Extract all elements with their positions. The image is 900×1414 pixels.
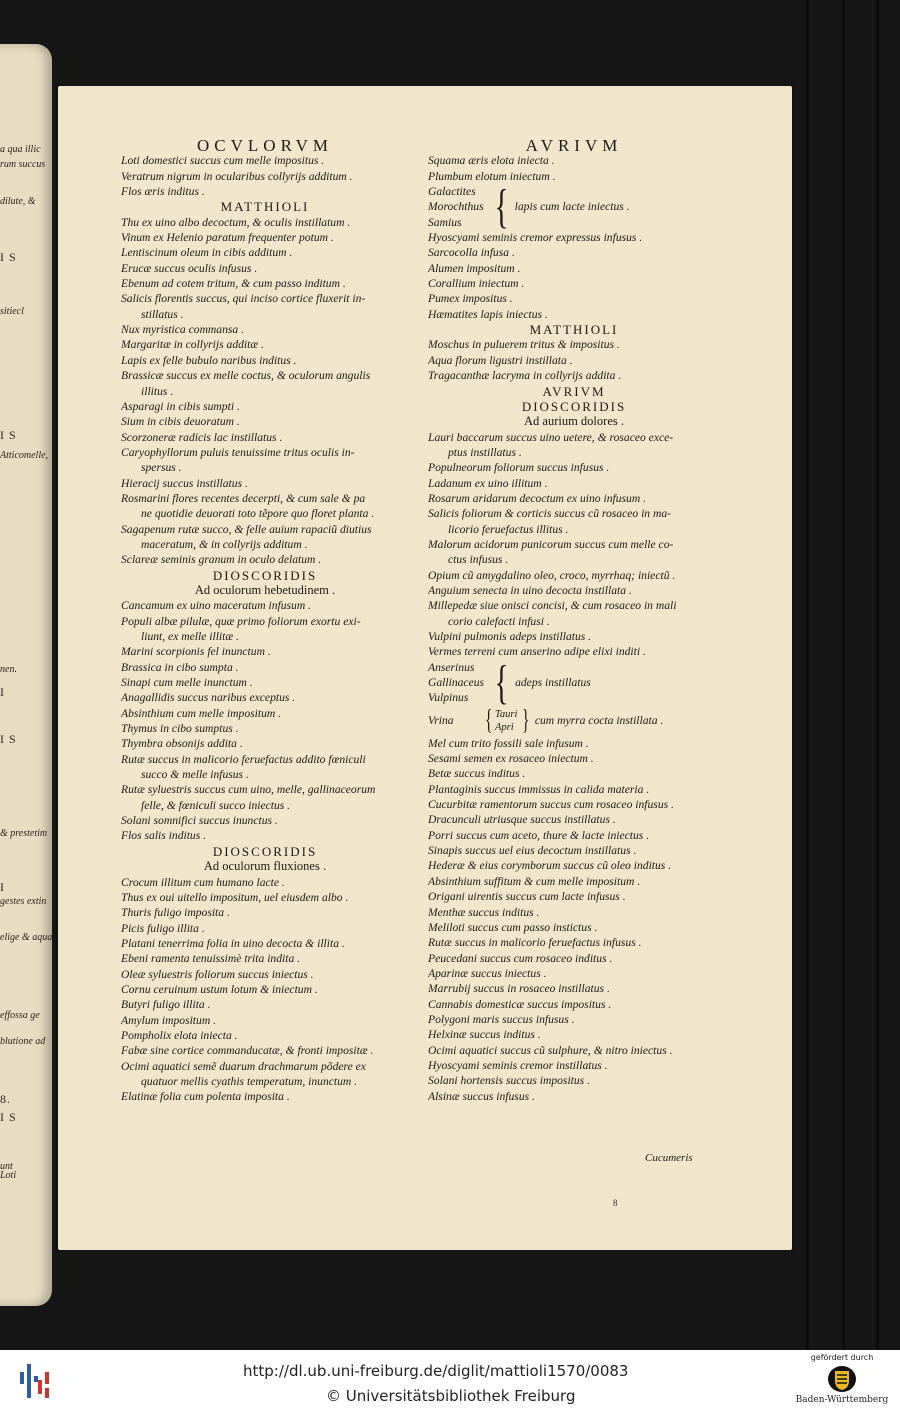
remedy-line: Plumbum elotum iniectum .: [428, 169, 556, 183]
remedy-line: Moschus in puluerem tritus & impositus .: [428, 338, 620, 352]
remedy-line: Menthæ succus inditus .: [428, 905, 540, 919]
remedy-line: Aparinæ succus iniectus .: [428, 966, 547, 980]
left-page-fragment: a qua illic: [0, 144, 41, 155]
viewer-footer: [0, 1350, 900, 1414]
remedy-line: Solani somnifici succus inunctus .: [121, 814, 278, 828]
remedy-line: Cancamum ex uino maceratum infusum .: [121, 599, 311, 613]
book-page: [58, 86, 792, 1250]
remedy-line: Asparagi in cibis sumpti .: [121, 399, 240, 413]
remedy-line: Plantaginis succus immissus in calida materia .: [428, 782, 650, 796]
remedy-line: Amylum impositum .: [121, 1013, 216, 1027]
funder-block: [790, 1353, 894, 1405]
left-page-fragment: I S: [0, 1110, 17, 1124]
remedy-line: Betæ succus inditus .: [428, 767, 526, 781]
remedy-line: Ladanum ex uino illitum .: [428, 476, 548, 490]
left-page-fragment: Loti: [0, 1170, 17, 1181]
left-page-fragment: I S: [0, 732, 17, 746]
remedy-line: Sarcocolla infusa .: [428, 246, 515, 260]
remedy-line: Picis fuligo illita .: [121, 921, 205, 935]
brace-names: [428, 660, 484, 706]
remedy-line: Rosarum aridarum decoctum ex uino infusum .: [428, 491, 647, 505]
remedy-line: Rutæ succus in malicorio feruefactus addito fœniculi: [121, 752, 366, 766]
remedy-line: Lapis ex felle bubulo naribus inditus .: [121, 353, 297, 367]
left-page-fragment: I S: [0, 428, 17, 442]
background-stripe: [842, 0, 845, 1350]
remedy-line: Veratrum nigrum in ocularibus collyrijs additum .: [121, 169, 353, 183]
brace-mark: {: [494, 655, 509, 709]
section-heading: MATTHIOLI: [529, 322, 619, 338]
remedy-line: Margaritæ in collyrijs additæ .: [121, 338, 264, 352]
remedy-line: Rutæ syluestris succus cum uino, melle, gallinaceorum: [121, 783, 376, 797]
section-subheading: Ad oculorum hebetudinem .: [194, 582, 336, 597]
remedy-line: Peucedani succus cum rosaceo inditus .: [428, 951, 613, 965]
brace-name: Vrina: [428, 714, 454, 728]
remedy-line: Lentiscinum oleum in cibis additum .: [121, 246, 293, 260]
remedy-line: Mel cum trito fossili sale infusum .: [428, 736, 589, 750]
remedy-line: Hyoscyami seminis cremor instillatus .: [428, 1058, 608, 1072]
remedy-line: Butyri fuligo illita .: [121, 998, 211, 1012]
funder-name: Baden-Württemberg: [795, 1395, 889, 1405]
background-stripe: [876, 0, 879, 1350]
remedy-line: Cornu ceruinum ustum lotum & iniectum .: [121, 982, 318, 996]
left-page-fragment: I: [0, 685, 5, 699]
remedy-line: Sinapis succus uel eius decoctum instillatus .: [428, 844, 637, 858]
remedy-line: Alsinæ succus infusus .: [428, 1089, 535, 1103]
left-page-fragment: dilute, &: [0, 196, 36, 207]
remedy-line: Helxinæ succus inditus .: [428, 1028, 541, 1042]
left-page-fragment: rum succus: [0, 159, 46, 170]
remedy-line: Tragacanthæ lacryma in collyrijs addita .: [428, 369, 622, 383]
brace-text: lapis cum lacte iniectus .: [514, 200, 630, 214]
remedy-line: Pompholix elota iniecta .: [121, 1028, 238, 1042]
remedy-line: Solani hortensis succus impositus .: [428, 1074, 590, 1088]
page-url-link[interactable]: http://dl.ub.uni-freiburg.de/diglit/mattioli1570/0083: [243, 1362, 629, 1380]
left-page-fragment: Atticomelle,: [0, 450, 49, 461]
left-page-edge: [0, 44, 52, 1306]
remedy-line: corio calefacti infusi .: [448, 614, 550, 628]
brace-name: Samius: [428, 215, 462, 229]
section-heading: DIOSCORIDIS: [212, 567, 318, 583]
remedy-line: Anagallidis succus naribus exceptus .: [121, 691, 296, 705]
remedy-line: stillatus .: [141, 307, 184, 321]
remedy-line: Sinapi cum melle inunctum .: [121, 676, 253, 690]
brace-name: Galactites: [428, 185, 476, 199]
brace-mark: }: [522, 705, 530, 737]
remedy-line: Porri succus cum aceto, thure & lacte iniectus .: [428, 828, 650, 842]
remedy-line: Millepedæ siue onisci concisi, & cum rosaceo in mali: [428, 599, 677, 613]
remedy-line: ne quotidie deuorati toto tẽpore quo floret planta .: [141, 507, 375, 521]
right-column: [428, 136, 720, 1104]
brace-name: Tauri: [495, 708, 518, 720]
remedy-line: Brassicæ succus ex melle coctus, & oculorum angulis: [121, 369, 371, 383]
ub-freiburg-logo-icon: [16, 1358, 56, 1404]
brace-name: Vulpinus: [428, 691, 469, 705]
remedy-line: Platani tenerrima folia in uino decocta & illita .: [121, 936, 345, 950]
brace-text: cum myrra cocta instillata .: [534, 714, 664, 728]
baden-wuerttemberg-crest-icon: [827, 1364, 857, 1394]
brace-mark: {: [494, 180, 509, 234]
brace-names: [495, 708, 517, 734]
remedy-line: Opium cũ amygdalino oleo, croco, myrrhaq; iniectũ .: [428, 568, 676, 582]
section-heading: MATTHIOLI: [220, 199, 310, 215]
column-heading: AVRIVM: [525, 136, 623, 155]
signature-mark: 8: [613, 1198, 618, 1208]
brace-name: Anserinus: [428, 660, 475, 674]
remedy-line: licorio feruefactus illitus .: [448, 522, 569, 536]
remedy-line: Lauri baccarum succus uino uetere, & rosaceo exce-: [428, 430, 674, 444]
remedy-line: ctus infusus .: [448, 553, 509, 567]
remedy-line: Ebeni ramenta tenuissimè trita indita .: [121, 952, 301, 966]
remedy-line: Fabæ sine cortice commanducatæ, & fronti impositæ .: [121, 1044, 374, 1058]
remedy-line: Absinthium cum melle impositum .: [121, 706, 282, 720]
remedy-line: Malorum acidorum punicorum succus cum melle co-: [428, 537, 674, 551]
remedy-line: Vinum ex Helenio paratum frequenter potum .: [121, 231, 334, 245]
remedy-line: Populi albæ pilulæ, quæ primo foliorum exortu exi-: [121, 614, 361, 628]
remedy-line: Meliloti succus cum passo instictus .: [428, 920, 598, 934]
remedy-line: Anguium senecta in uino decocta instillata .: [428, 583, 632, 597]
remedy-line: Aqua florum ligustri instillata .: [428, 353, 573, 367]
remedy-line: Crocum illitum cum humano lacte .: [121, 875, 285, 889]
remedy-line: Sium in cibis deuoratum .: [121, 415, 240, 429]
remedy-line: Alumen impositum .: [428, 261, 521, 275]
remedy-line: Vermes terreni cum anserino adipe elixi inditi .: [428, 645, 646, 659]
remedy-line: Corallium iniectum .: [428, 277, 525, 291]
remedy-line: Rosmarini flores recentes decerpti, & cum sale & pa: [121, 491, 366, 505]
remedy-line: Cannabis domesticæ succus impositus .: [428, 997, 612, 1011]
braced-group: [428, 706, 720, 736]
remedy-line: Thymus in cibo sumptus .: [121, 722, 239, 736]
remedy-line: Oleæ syluestris foliorum succus iniectus .: [121, 967, 314, 981]
remedy-line: Scorzoneræ radicis lac instillatus .: [121, 430, 283, 444]
remedy-line: Origani uirentis succus cum lacte infusus .: [428, 890, 626, 904]
brace-text: adeps instillatus: [515, 676, 591, 690]
remedy-line: quatuor mellis cyathis temperatum, inunctum .: [141, 1074, 358, 1088]
brace-name: Morochthus: [428, 200, 484, 214]
remedy-line: ptus instillatus .: [448, 445, 522, 459]
left-page-fragment: gestes extin: [0, 896, 47, 907]
left-page-fragment: I S: [0, 250, 17, 264]
braced-group: [428, 655, 720, 709]
remedy-line: Caryophyllorum puluis tenuissime tritus oculis in-: [121, 445, 355, 459]
remedy-line: Absinthium suffitum & cum melle impositum .: [428, 874, 641, 888]
remedy-line: spersus .: [141, 461, 182, 475]
left-column: [121, 136, 409, 1105]
remedy-line: Erucæ succus oculis infusus .: [121, 261, 258, 275]
remedy-line: Sesami semen ex rosaceo iniectum .: [428, 752, 594, 766]
remedy-line: Flos æris inditus .: [121, 185, 205, 199]
remedy-line: Hederæ & eius corymborum succus cũ oleo inditus .: [428, 859, 672, 873]
brace-mark: {: [484, 705, 492, 737]
remedy-line: Nux myristica commansa .: [121, 323, 245, 337]
remedy-line: Salicis florentis succus, qui inciso cortice fluxerit in-: [121, 292, 366, 306]
remedy-line: liunt, ex melle illitæ .: [141, 630, 239, 643]
column-heading: OCVLORVM: [197, 136, 333, 155]
funder-label: gefördert durch: [810, 1353, 874, 1362]
braced-group: [428, 180, 720, 234]
remedy-line: Hyoscyami seminis cremor expressus infusus .: [428, 231, 643, 245]
remedy-line: Rutæ succus in malicorio feruefactus infusus .: [428, 936, 642, 950]
remedy-line: Thuris fuligo imposita .: [121, 906, 230, 920]
background-stripe: [806, 0, 809, 1350]
section-subheading: Ad aurium dolores .: [524, 414, 624, 429]
remedy-line: Vulpini pulmonis adeps instillatus .: [428, 630, 592, 643]
remedy-line: Thu ex uino albo decoctum, & oculis instillatum .: [121, 215, 351, 229]
remedy-line: Squama æris elota iniecta .: [428, 154, 555, 168]
copyright-text: © Universitätsbibliothek Freiburg: [326, 1387, 576, 1405]
remedy-line: Brassica in cibo sumpta .: [121, 660, 239, 674]
remedy-line: Marini scorpionis fel inunctum .: [121, 645, 271, 659]
brace-name: Gallinaceus: [428, 676, 485, 690]
remedy-line: Elatinæ folia cum polenta imposita .: [121, 1090, 290, 1104]
section-heading: AVRIVM: [542, 383, 606, 399]
left-page-fragment: & prestetim: [0, 828, 48, 839]
remedy-line: Flos salis inditus .: [121, 829, 207, 843]
section-subheading: Ad oculorum fluxiones .: [203, 859, 327, 874]
remedy-line: Cucurbitæ ramentorum succus cum rosaceo infusus .: [428, 798, 674, 812]
remedy-line: Ocimi aquatici succus cũ sulphure, & nitro iniectus .: [428, 1043, 673, 1057]
remedy-line: illitus .: [141, 384, 174, 398]
left-page-fragment: I: [0, 880, 5, 894]
remedy-line: Sclareæ seminis granum in oculo delatum .: [121, 553, 322, 567]
remedy-line: succo & melle infusus .: [141, 768, 249, 782]
left-page-fragment: sitiecl: [0, 306, 24, 317]
remedy-line: Loti domestici succus cum melle impositus .: [121, 154, 325, 168]
remedy-line: Populneorum foliorum succus infusus .: [428, 461, 610, 475]
left-page-fragment: blutione ad: [0, 1036, 46, 1047]
section-heading: DIOSCORIDIS: [212, 843, 318, 859]
brace-names: [428, 184, 484, 230]
left-page-fragment: nen.: [0, 664, 17, 675]
left-page-fragment: elige & aqua: [0, 932, 52, 943]
remedy-line: Dracunculi utriusque succus instillatus .: [428, 813, 616, 827]
remedy-line: Ebenum ad cotem tritum, & cum passo inditum .: [121, 277, 346, 291]
remedy-line: Hæmatites lapis iniectus .: [428, 307, 548, 321]
remedy-line: maceratum, & in collyrijs additum .: [141, 537, 308, 551]
left-page-fragment: 8.: [0, 1092, 11, 1106]
remedy-line: felle, & fœniculi succo iniectus .: [141, 798, 291, 812]
left-page-fragment: unt: [0, 1161, 13, 1172]
remedy-line: Thus ex oui uitello impositum, uel eiusdem albo .: [121, 890, 349, 904]
remedy-line: Marrubij succus in rosaceo instillatus .: [428, 982, 610, 996]
brace-name: Apri: [495, 721, 514, 733]
remedy-line: Pumex impositus .: [428, 292, 513, 306]
catchword: Cucumeris: [645, 1152, 693, 1164]
left-page-fragment: effossa ge: [0, 1010, 40, 1021]
remedy-line: Thymbra obsonijs addita .: [121, 737, 243, 751]
remedy-line: Salicis foliorum & corticis succus cũ rosaceo in ma-: [428, 507, 672, 521]
remedy-line: Hieracij succus instillatus .: [121, 476, 248, 490]
remedy-line: Polygoni maris succus infusus .: [428, 1012, 575, 1026]
section-heading: DIOSCORIDIS: [521, 398, 627, 414]
remedy-line: Sagapenum rutæ succo, & felle auium rapaciũ diutius: [121, 522, 372, 536]
remedy-line: Ocimi aquatici semẽ duarum drachmarum põdere ex: [121, 1059, 366, 1073]
